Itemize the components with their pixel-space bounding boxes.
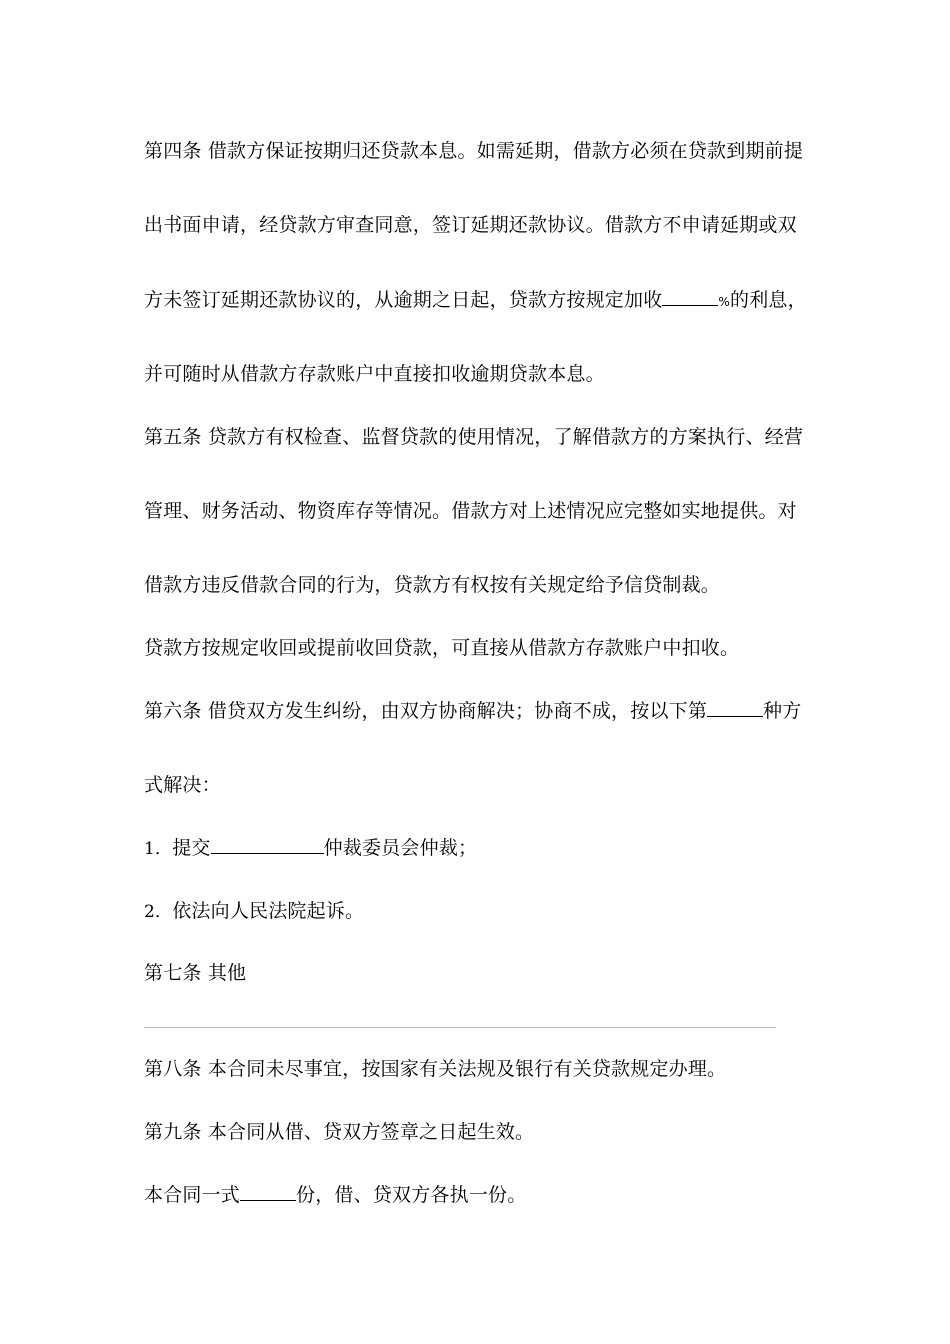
article9 <box>144 1119 534 1145</box>
dispute-method-blank <box>707 698 763 717</box>
article8 <box>144 1056 726 1082</box>
article5-line3 <box>144 572 720 598</box>
article4-line2 <box>144 212 797 238</box>
copies-post: 份，借、贷双方各执一份。 <box>296 1184 527 1206</box>
article5-line1 <box>144 424 803 450</box>
article8-text: 第八条 本合同未尽事宜，按国家有关法规及银行有关贷款规定办理。 <box>144 1058 727 1080</box>
article5-line1-text: 第五条 贷款方有权检查、监督贷款的使用情况，了解借款方的方案执行、经营 <box>144 426 804 448</box>
article6-item1 <box>144 835 477 862</box>
article7-title <box>144 960 246 986</box>
copies-count-blank <box>240 1182 296 1201</box>
article5-line3-text: 借款方违反借款合同的行为，贷款方有权按有关规定给予信贷制裁。 <box>144 574 721 596</box>
item1-number: 1． <box>144 839 173 859</box>
article5-line2-text: 管理、财务活动、物资库存等情况。借款方对上述情况应完整如实地提供。对 <box>144 500 797 522</box>
interest-rate-blank <box>662 287 718 306</box>
article6-line2-text: 式解决： <box>144 774 221 796</box>
article6-item2 <box>144 898 364 925</box>
article4-line1 <box>144 138 803 164</box>
article4-line4 <box>144 361 605 387</box>
item1-post: 仲裁委员会仲裁； <box>323 837 478 859</box>
article5-line4-text: 贷款方按规定收回或提前收回贷款，可直接从借款方存款账户中扣收。 <box>144 637 740 659</box>
article4-line4-text: 并可随时从借款方存款账户中直接扣收逾期贷款本息。 <box>144 363 605 385</box>
article4-line3-pre: 方未签订延期还款协议的，从逾期之日起，贷款方按规定加收 <box>144 289 663 311</box>
article4-line2-text: 出书面申请，经贷款方审查同意，签订延期还款协议。借款方不申请延期或双 <box>144 214 797 236</box>
article4-line3 <box>144 287 807 315</box>
article7-title-text: 第七条 其他 <box>144 962 247 984</box>
copies-pre: 本合同一式 <box>144 1184 241 1206</box>
article4-line3-post: 的利息， <box>730 289 807 311</box>
article5-line4 <box>144 635 739 661</box>
item2-number: 2． <box>144 902 173 922</box>
arbitration-commission-blank <box>211 835 324 854</box>
article6-line1-pre: 第六条 借贷双方发生纠纷，由双方协商解决；协商不成，按以下第 <box>144 700 708 722</box>
item2-text: 依法向人民法院起诉。 <box>172 900 365 922</box>
copies-line <box>144 1182 526 1208</box>
article6-line1 <box>144 698 801 724</box>
article7-fill-line <box>144 1027 776 1028</box>
percent-sign: % <box>718 295 731 309</box>
article9-text: 第九条 本合同从借、贷双方签章之日起生效。 <box>144 1121 535 1143</box>
article5-line2 <box>144 498 797 524</box>
item1-pre: 提交 <box>172 837 211 859</box>
article4-line1-text: 第四条 借款方保证按期归还贷款本息。如需延期，借款方必须在贷款到期前提 <box>144 140 804 162</box>
article6-line2 <box>144 772 221 798</box>
article6-line1-post: 种方 <box>763 700 802 722</box>
